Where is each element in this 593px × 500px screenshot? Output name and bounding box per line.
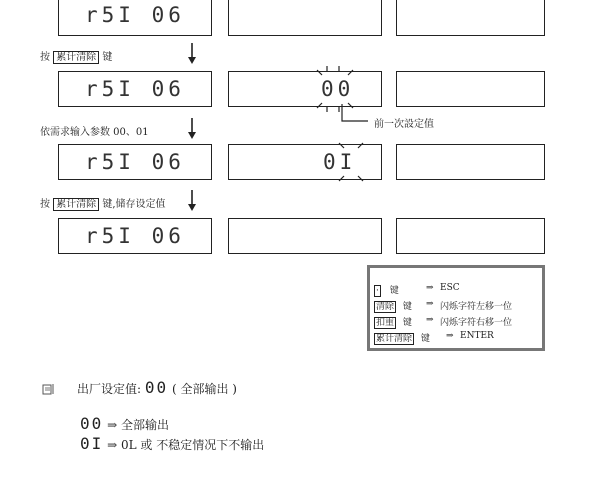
- step-3-text: 按 累计清除 键,储存设定值: [40, 199, 166, 210]
- accumulate-clear-key: 累计清除: [53, 51, 99, 64]
- step-1-text: 按 累计清除 键: [40, 52, 113, 63]
- display-box-3: [58, 144, 212, 180]
- middle-box-3: [228, 144, 382, 180]
- right-box-1: [396, 0, 545, 36]
- legend-row-left: 清除 键 ⇒ 闪烁字符左移一位: [376, 299, 513, 312]
- display-text-1: r5I 06: [85, 3, 185, 27]
- display-text-4: r5I 06: [85, 224, 185, 248]
- key-legend: [367, 265, 545, 351]
- tare-key: 扣重: [376, 318, 395, 328]
- display-box-4: [58, 218, 212, 254]
- middle-box-1: [228, 0, 382, 36]
- accumulate-clear-key: 累计清除: [376, 334, 413, 344]
- option-00: 00 ⇒ 全部输出: [80, 414, 169, 433]
- right-box-3: [396, 144, 545, 180]
- note-icon: [42, 383, 54, 395]
- down-arrow-1: [186, 42, 198, 66]
- annotation-leader: [340, 104, 370, 126]
- down-arrow-3: [186, 189, 198, 213]
- accumulate-clear-key: 累计清除: [53, 198, 99, 211]
- blinking-value-3: 0I: [323, 150, 357, 174]
- down-arrow-2: [186, 117, 198, 141]
- blink-rays-icon: [337, 141, 365, 183]
- dot-key: ·: [376, 286, 379, 296]
- option-01: 0I ⇒ 0L 或 不稳定情况下不输出: [80, 434, 265, 453]
- legend-row-enter: 累计清除 键 ⇒ ENTER: [376, 331, 494, 344]
- factory-default-line: 出厂设定值: 00 ( 全部输出 ): [77, 378, 237, 397]
- legend-row-esc: · 键 ⇒ ESC: [376, 283, 460, 296]
- clear-key: 清除: [376, 302, 395, 312]
- display-text-2: r5I 06: [85, 77, 185, 101]
- middle-box-4: [228, 218, 382, 254]
- legend-row-right: 扣重 键 ⇒ 闪烁字符右移一位: [376, 315, 513, 328]
- middle-box-2: [228, 71, 382, 107]
- step-2-text: 依需求输入参数 00、01: [40, 127, 149, 138]
- right-box-2: [396, 71, 545, 107]
- blinking-value-2: 00: [321, 77, 355, 101]
- previous-setting-note: 前一次設定值: [374, 119, 434, 130]
- factory-default-value: 00: [144, 378, 169, 397]
- display-box-2: [58, 71, 212, 107]
- right-box-4: [396, 218, 545, 254]
- display-box-1: [58, 0, 212, 36]
- display-text-3: r5I 06: [85, 150, 185, 174]
